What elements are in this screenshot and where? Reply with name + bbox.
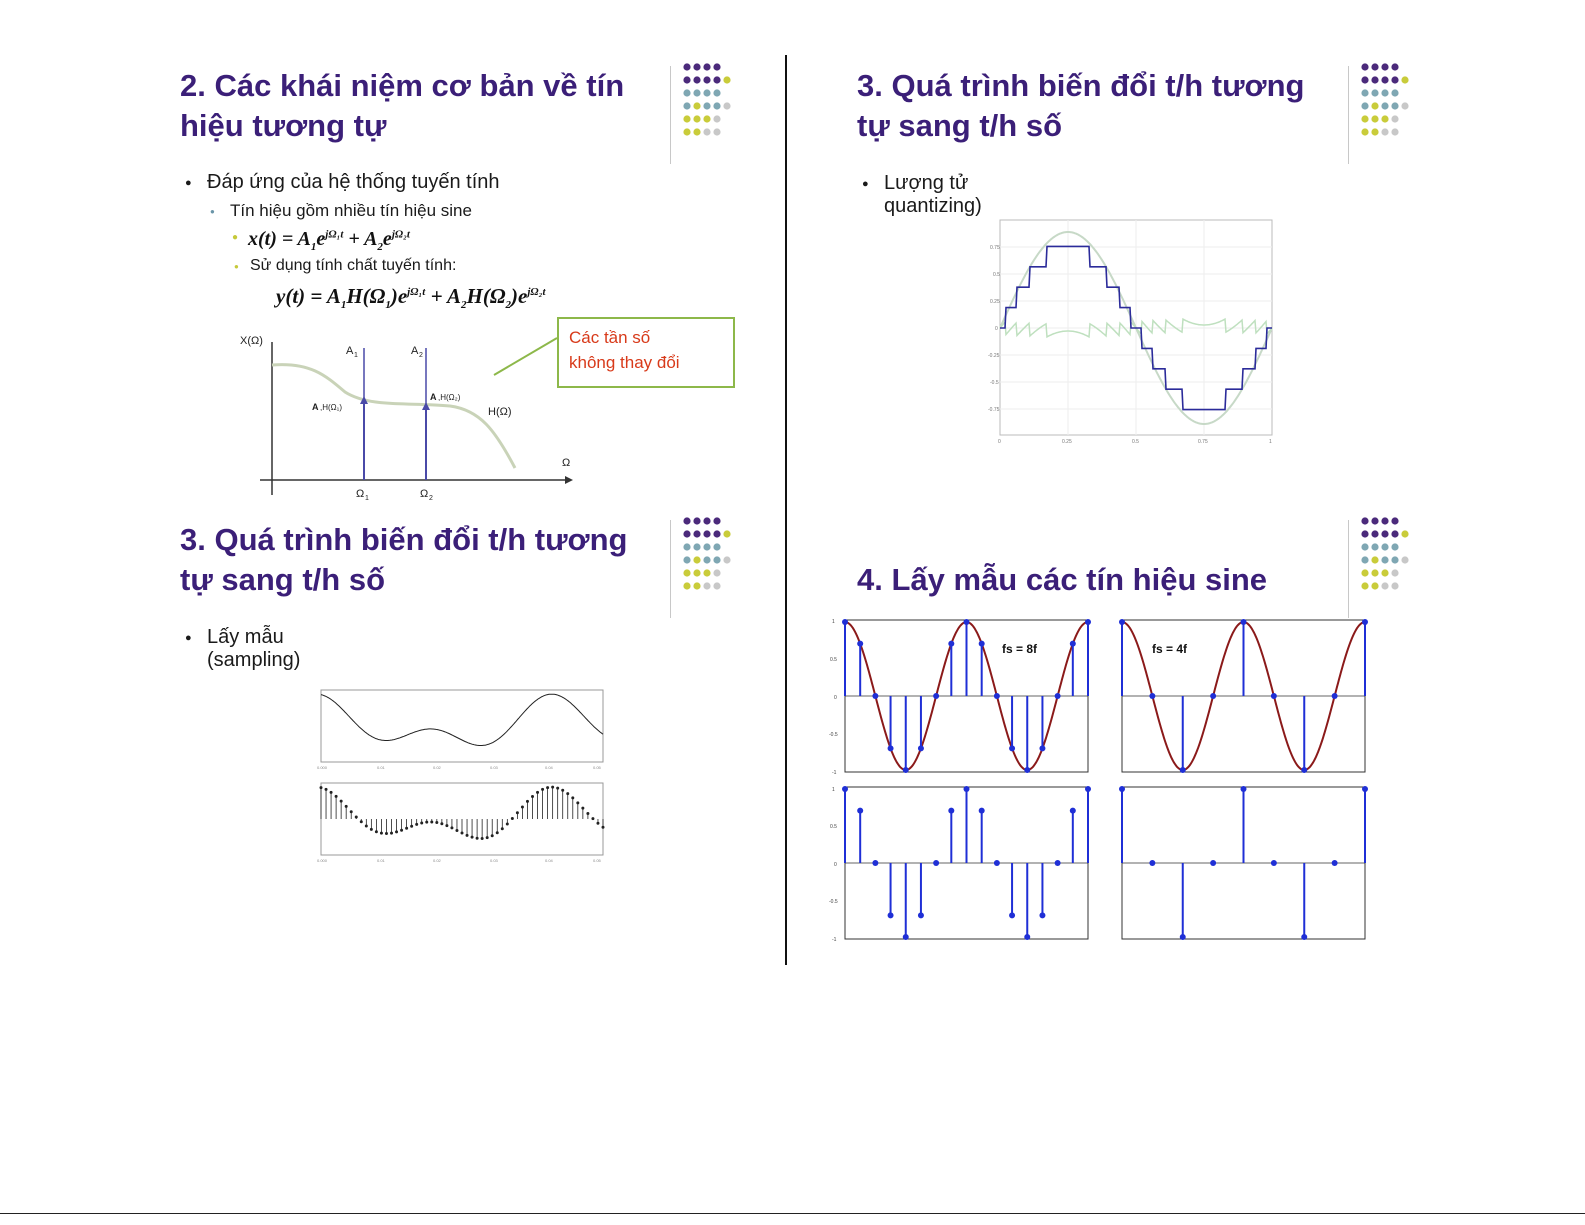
decor-dot	[693, 128, 700, 135]
callout-line-2: không thay đổi	[569, 353, 680, 372]
sample-point	[933, 860, 939, 866]
sample-point	[567, 793, 569, 795]
decor-dot	[683, 102, 690, 109]
sample-point	[1301, 767, 1307, 773]
sample-point	[602, 826, 604, 828]
sample-point	[597, 822, 599, 824]
sample-point	[461, 832, 463, 834]
decor-dot	[693, 89, 700, 96]
sample-point	[1241, 619, 1247, 625]
sample-point	[872, 860, 878, 866]
sample-point	[476, 837, 478, 839]
sample-point	[411, 825, 413, 827]
decor-dot	[713, 76, 720, 83]
svg-text:0.5: 0.5	[993, 272, 1000, 278]
sample-point	[1009, 912, 1015, 918]
svg-text:0: 0	[834, 695, 837, 701]
sample-point	[541, 788, 543, 790]
svg-text:2: 2	[419, 352, 423, 359]
svg-text:0.04: 0.04	[545, 858, 553, 863]
slide-1	[0, 0, 785, 500]
sample-point	[1085, 786, 1091, 792]
sample-point	[1055, 860, 1061, 866]
svg-text:-0.5: -0.5	[829, 732, 838, 738]
sample-point	[1119, 786, 1125, 792]
decor-dot	[723, 76, 730, 83]
sample-point	[375, 831, 377, 833]
sample-point	[536, 791, 538, 793]
sample-point	[496, 832, 498, 834]
svg-text:0.05: 0.05	[593, 765, 601, 770]
sample-point	[481, 837, 483, 839]
sample-point	[486, 837, 488, 839]
sample-point	[888, 745, 894, 751]
sample-point	[857, 808, 863, 814]
svg-text:0: 0	[998, 439, 1001, 445]
label-Omega2: Ω	[420, 488, 429, 500]
sample-point	[365, 825, 367, 827]
sample-point	[380, 832, 382, 834]
sample-point	[979, 808, 985, 814]
decor-dot	[683, 76, 690, 83]
decor-dot	[683, 89, 690, 96]
label-resp1: A	[312, 402, 319, 412]
sample-point	[1070, 641, 1076, 647]
svg-text:0.5: 0.5	[830, 657, 837, 663]
decor-dot	[713, 102, 720, 109]
equation-y: $y(t) = A_1H(\Omega_1)e^{j\Omega_1t} + A_2H(\Omega_2)e^{j\Omega_2t}$	[276, 284, 546, 312]
sample-point	[888, 912, 894, 918]
svg-text:1: 1	[832, 619, 835, 625]
sample-point	[466, 834, 468, 836]
decor-dot	[693, 76, 700, 83]
sample-point	[491, 835, 493, 837]
sample-point	[320, 787, 322, 789]
title-line-2: tự sang t/h số	[857, 108, 1063, 143]
sample-point	[1271, 693, 1277, 699]
decor-dot	[683, 128, 690, 135]
decor-dot	[723, 102, 730, 109]
sample-point	[592, 818, 594, 820]
sample-point	[587, 812, 589, 814]
decor-dots-icon	[682, 516, 742, 606]
svg-text:0.5: 0.5	[1132, 439, 1139, 445]
sample-point	[582, 807, 584, 809]
decor-dot	[703, 128, 710, 135]
svg-text:1: 1	[832, 787, 835, 793]
title-divider	[670, 520, 671, 618]
svg-text:-1: -1	[832, 937, 837, 943]
sample-point	[1301, 934, 1307, 940]
decor-dot	[703, 76, 710, 83]
sample-point	[1024, 767, 1030, 773]
svg-text:0.01: 0.01	[377, 858, 385, 863]
sample-point	[1362, 619, 1368, 625]
sample-point	[918, 912, 924, 918]
sample-point	[355, 816, 357, 818]
sample-point	[521, 806, 523, 808]
slide-title: 4. Lấy mẫu các tín hiệu sine	[857, 562, 1268, 597]
svg-text:0.03: 0.03	[490, 765, 498, 770]
column-divider	[785, 55, 787, 965]
page-bottom-rule	[0, 1213, 1585, 1214]
sample-point	[933, 693, 939, 699]
sample-point	[1009, 745, 1015, 751]
decor-dot	[703, 115, 710, 122]
decor-dot	[683, 115, 690, 122]
svg-text:0: 0	[834, 862, 837, 868]
label-fs4: fs = 4f	[1152, 642, 1188, 656]
sample-point	[370, 828, 372, 830]
title-line-2: tự sang t/h số	[180, 562, 386, 597]
sample-point	[426, 821, 428, 823]
sample-point	[1070, 808, 1076, 814]
sample-point	[400, 829, 402, 831]
sample-point	[918, 745, 924, 751]
svg-text:,H(Ω₂): ,H(Ω₂)	[438, 393, 461, 402]
sample-point	[345, 805, 347, 807]
label-A1: A	[346, 345, 354, 357]
svg-text:0.000: 0.000	[317, 765, 328, 770]
title-line-1: 3. Quá trình biến đổi t/h tương	[857, 68, 1305, 103]
sample-point	[1085, 619, 1091, 625]
svg-text:0.02: 0.02	[433, 765, 441, 770]
sample-point	[421, 822, 423, 824]
sample-point	[1332, 860, 1338, 866]
decor-dot	[703, 63, 710, 70]
bullet-level-1: ● Lấy mẫu (sampling)	[207, 626, 300, 672]
title-line-1: 3. Quá trình biến đổi t/h tương	[180, 522, 628, 557]
svg-text:,H(Ω₁): ,H(Ω₁)	[320, 403, 343, 412]
svg-text:-0.25: -0.25	[988, 353, 1000, 359]
svg-text:1: 1	[365, 495, 369, 502]
sample-point	[526, 800, 528, 802]
sample-point	[406, 827, 408, 829]
sample-point	[562, 789, 564, 791]
svg-text:0.25: 0.25	[1062, 439, 1072, 445]
sample-point	[531, 795, 533, 797]
sample-point	[903, 767, 909, 773]
decor-dot	[693, 63, 700, 70]
sample-point	[979, 641, 985, 647]
x-axis-label: Ω	[562, 457, 571, 469]
title-line-1: 2. Các khái niệm cơ bản về tín	[180, 68, 625, 103]
bullet-level-3: ● Sử dụng tính chất tuyến tính:	[250, 257, 456, 275]
sample-point	[577, 802, 579, 804]
svg-text:0.05: 0.05	[593, 858, 601, 863]
sample-point	[872, 693, 878, 699]
decor-dot	[713, 63, 720, 70]
label-H: H(Ω)	[488, 406, 512, 418]
sample-point	[416, 823, 418, 825]
svg-text:0.01: 0.01	[377, 765, 385, 770]
sample-point	[395, 831, 397, 833]
sample-point	[1024, 934, 1030, 940]
y-axis-label: X(Ω)	[240, 335, 263, 347]
sample-point	[1039, 745, 1045, 751]
svg-text:0.75: 0.75	[1198, 439, 1208, 445]
sample-point	[948, 808, 954, 814]
sample-point	[431, 821, 433, 823]
svg-text:0.03: 0.03	[490, 858, 498, 863]
title-divider	[670, 66, 671, 164]
svg-text:0.000: 0.000	[317, 858, 328, 863]
label-fs8: fs = 8f	[1002, 642, 1038, 656]
svg-text:1: 1	[354, 352, 358, 359]
sample-point	[456, 829, 458, 831]
svg-text:0.25: 0.25	[990, 299, 1000, 305]
bullet-level-2: ● Tín hiệu gồm nhiều tín hiệu sine	[230, 201, 472, 221]
sample-point	[964, 786, 970, 792]
sample-point	[842, 786, 848, 792]
sample-point	[325, 788, 327, 790]
sample-point	[436, 821, 438, 823]
sample-point	[360, 821, 362, 823]
sample-point	[994, 693, 1000, 699]
label-Omega1: Ω	[356, 488, 365, 500]
slide-title	[180, 520, 670, 600]
sample-point	[1039, 912, 1045, 918]
svg-text:1: 1	[1269, 439, 1272, 445]
sample-point	[1180, 934, 1186, 940]
sample-point	[547, 787, 549, 789]
bullet-level-1: ● Đáp ứng của hệ thống tuyến tính	[207, 171, 500, 194]
bullet-level-1: ● Lượng tử quantizing)	[884, 172, 982, 218]
sample-point	[385, 832, 387, 834]
sample-point	[511, 817, 513, 819]
sample-point	[506, 823, 508, 825]
sample-point	[330, 791, 332, 793]
svg-text:0: 0	[995, 326, 998, 332]
sample-point	[1149, 860, 1155, 866]
callout-pointer	[494, 338, 557, 375]
decor-dot	[713, 115, 720, 122]
frequency-response-diagram	[230, 320, 590, 510]
sine-sampling-grid	[830, 615, 1375, 965]
svg-text:0.75: 0.75	[990, 245, 1000, 251]
decor-dot	[693, 102, 700, 109]
sample-point	[1119, 619, 1125, 625]
decor-dot	[713, 89, 720, 96]
sample-point	[340, 800, 342, 802]
sample-point	[1241, 786, 1247, 792]
label-A2: A	[411, 345, 419, 357]
decor-dots-icon	[682, 62, 742, 152]
sample-point	[903, 934, 909, 940]
sample-point	[842, 619, 848, 625]
sample-point	[572, 797, 574, 799]
sampling-plot	[315, 685, 615, 870]
sample-point	[516, 812, 518, 814]
decor-dots-icon	[1360, 516, 1420, 606]
decor-dot	[683, 63, 690, 70]
sample-point	[948, 641, 954, 647]
sample-point	[1362, 786, 1368, 792]
decor-dot	[703, 102, 710, 109]
title-divider	[1348, 520, 1349, 618]
decor-dot	[713, 128, 720, 135]
svg-text:0.04: 0.04	[545, 765, 553, 770]
sample-point	[350, 811, 352, 813]
sample-point	[390, 832, 392, 834]
sample-point	[501, 828, 503, 830]
callout-line-1: Các tần số	[569, 328, 651, 347]
label-resp2: A	[430, 392, 437, 402]
svg-text:0.5: 0.5	[830, 824, 837, 830]
svg-text:-0.5: -0.5	[829, 899, 838, 905]
sample-point	[471, 836, 473, 838]
sample-point	[335, 795, 337, 797]
sample-point	[964, 619, 970, 625]
svg-text:0.02: 0.02	[433, 858, 441, 863]
x-axis-arrow	[565, 476, 573, 484]
svg-text:-0.5: -0.5	[990, 380, 999, 386]
sample-point	[451, 827, 453, 829]
decor-dots-icon	[1360, 62, 1420, 152]
sample-point	[1271, 860, 1277, 866]
sample-point	[857, 641, 863, 647]
sample-point	[1210, 693, 1216, 699]
sample-point	[1149, 693, 1155, 699]
sample-point	[1332, 693, 1338, 699]
equation-x: ● $x(t) = A_1e^{j\Omega_1t} + A_2e^{j\Omega_2t}$	[232, 228, 410, 253]
sample-point	[557, 787, 559, 789]
decor-dot	[693, 115, 700, 122]
title-line-2: hiệu tương tự	[180, 108, 387, 143]
quantizing-plot	[990, 215, 1280, 447]
sample-point	[1180, 767, 1186, 773]
title-divider	[1348, 66, 1349, 164]
slide-title	[180, 66, 660, 146]
sample-point	[552, 786, 554, 788]
sample-point	[441, 823, 443, 825]
slide-title	[857, 66, 1347, 146]
sample-point	[1055, 693, 1061, 699]
sample-point	[446, 825, 448, 827]
sample-point	[1210, 860, 1216, 866]
decor-dot	[703, 89, 710, 96]
h-omega-curve	[272, 365, 515, 468]
svg-text:2: 2	[429, 495, 433, 502]
svg-text:-1: -1	[832, 770, 837, 776]
sample-point	[994, 860, 1000, 866]
svg-text:-0.75: -0.75	[988, 407, 1000, 413]
